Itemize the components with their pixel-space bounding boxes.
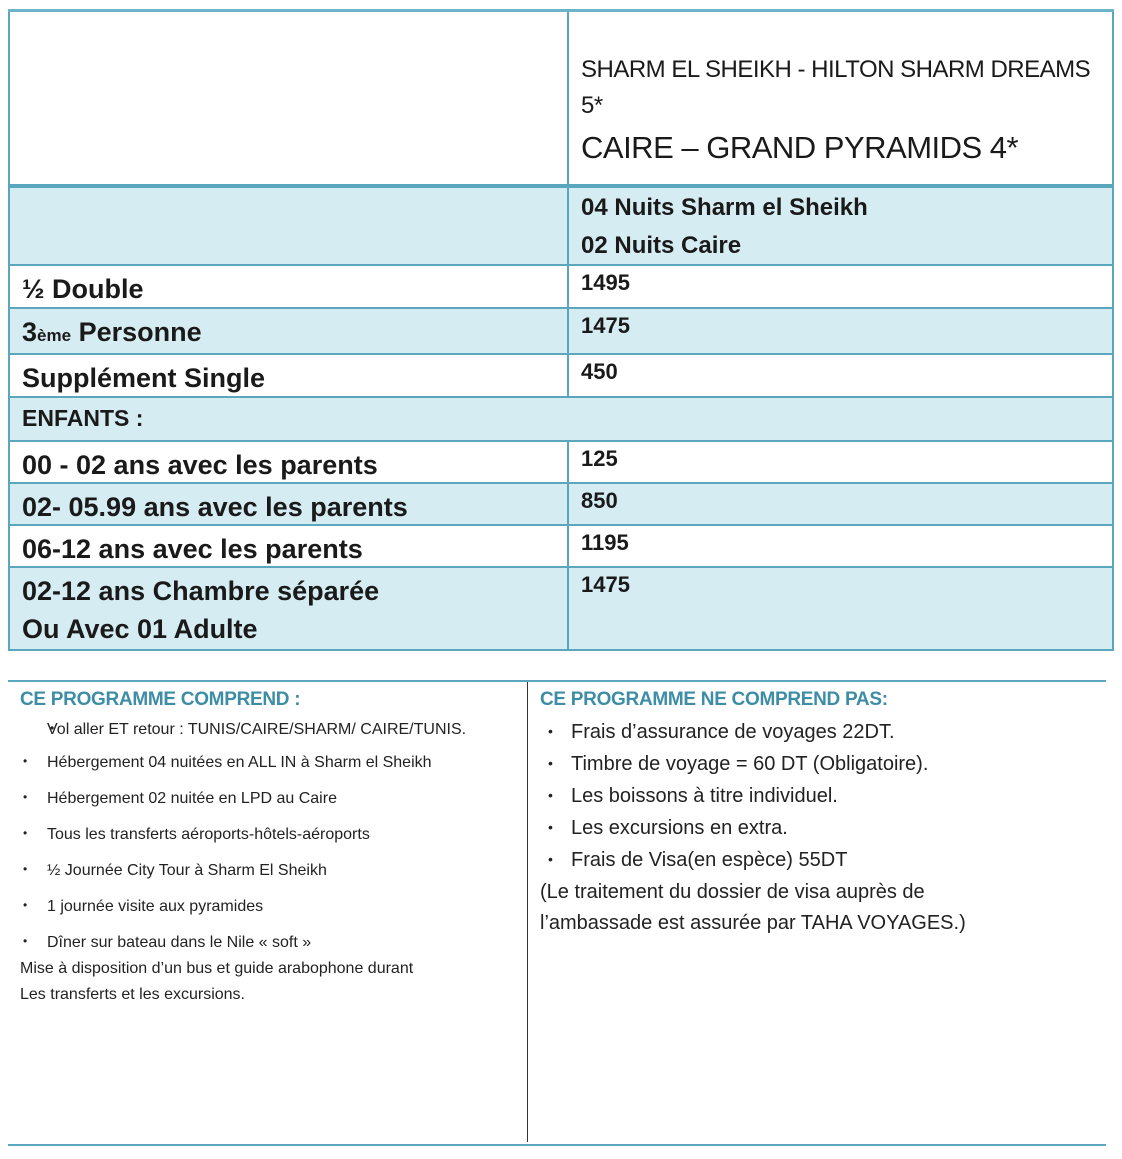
label-child-separate-room: 02-12 ans Chambre séparée bbox=[22, 576, 380, 606]
includes-column bbox=[20, 688, 515, 1008]
row-label-cell bbox=[9, 308, 568, 354]
list-item: • ½ Journée City Tour à Sharm El Sheikh bbox=[20, 858, 515, 884]
excludes-title: CE PROGRAMME NE COMPREND PAS: bbox=[540, 689, 888, 710]
list-item: • Hébergement 04 nuitées en ALL IN à Sharm el Sheikh bbox=[20, 750, 515, 776]
price-table bbox=[8, 9, 1114, 651]
row-value-cell bbox=[568, 265, 1113, 308]
nights-empty-cell bbox=[9, 186, 568, 265]
list-item: • Tous les transferts aéroports-hôtels-aéroports bbox=[20, 822, 515, 848]
header-hotels-cell bbox=[568, 11, 1113, 187]
includes-footer bbox=[20, 956, 515, 1008]
includes-footer-line: Les transferts et les excursions. bbox=[20, 986, 245, 1003]
row-value-cell bbox=[568, 483, 1113, 525]
label-demi-double: ½ Double bbox=[22, 274, 144, 304]
table-row bbox=[9, 441, 1113, 483]
row-value-cell bbox=[568, 308, 1113, 354]
excludes-footer-line: l’ambassade est assurée par TAHA VOYAGES.) bbox=[540, 912, 966, 934]
table-row bbox=[9, 525, 1113, 567]
enfants-header-row bbox=[9, 397, 1113, 441]
nights-cell bbox=[568, 186, 1113, 265]
list-item: • Vol aller ET retour : TUNIS/CAIRE/SHARM/ CAIRE/TUNIS. bbox=[20, 716, 515, 744]
list-item: • 1 journée visite aux pyramides bbox=[20, 894, 515, 920]
list-item: • Hébergement 02 nuitée en LPD au Caire bbox=[20, 786, 515, 812]
table-header-row bbox=[9, 11, 1113, 187]
price-troisieme-personne: 1475 bbox=[581, 313, 630, 338]
row-label-cell bbox=[9, 525, 568, 567]
row-label-cell bbox=[9, 265, 568, 308]
list-item: • Timbre de voyage = 60 DT (Obligatoire). bbox=[540, 748, 1100, 780]
row-label-cell bbox=[9, 567, 568, 650]
column-divider bbox=[527, 682, 528, 1142]
label-troisieme-personne: 3ème Personne bbox=[22, 317, 202, 347]
table-row bbox=[9, 265, 1113, 308]
hotel-cairo-title: CAIRE – GRAND PYRAMIDS 4* bbox=[581, 130, 1019, 165]
row-label-cell bbox=[9, 483, 568, 525]
label-child-2-6: 02- 05.99 ans avec les parents bbox=[22, 492, 408, 522]
row-value-cell bbox=[568, 354, 1113, 397]
table-row bbox=[9, 567, 1113, 650]
price-child-2-6: 850 bbox=[581, 488, 618, 513]
program-info-section bbox=[8, 680, 1106, 1146]
enfants-title: ENFANTS : bbox=[22, 405, 144, 431]
includes-list bbox=[20, 716, 515, 956]
header-empty-cell bbox=[9, 11, 568, 187]
excludes-column bbox=[540, 688, 1100, 939]
list-item: • Les excursions en extra. bbox=[540, 812, 1100, 844]
includes-title: CE PROGRAMME COMPREND : bbox=[20, 689, 301, 710]
price-child-separate-room: 1475 bbox=[581, 572, 630, 597]
label-supplement-single: Supplément Single bbox=[22, 363, 266, 393]
excludes-footer bbox=[540, 877, 1100, 939]
list-item: • Dîner sur bateau dans le Nile « soft » bbox=[20, 930, 515, 956]
includes-footer-line: Mise à disposition d’un bus et guide arabophone durant bbox=[20, 960, 414, 977]
price-demi-double: 1495 bbox=[581, 270, 630, 295]
label-child-0-2: 00 - 02 ans avec les parents bbox=[22, 450, 378, 480]
table-row bbox=[9, 483, 1113, 525]
price-child-0-2: 125 bbox=[581, 446, 618, 471]
row-value-cell bbox=[568, 441, 1113, 483]
list-item: • Frais d’assurance de voyages 22DT. bbox=[540, 716, 1100, 748]
table-row bbox=[9, 308, 1113, 354]
list-item: • Les boissons à titre individuel. bbox=[540, 780, 1100, 812]
price-child-6-12: 1195 bbox=[581, 530, 629, 555]
row-value-cell bbox=[568, 525, 1113, 567]
row-value-cell bbox=[568, 567, 1113, 650]
label-child-with-adult: Ou Avec 01 Adulte bbox=[22, 614, 258, 644]
table-row bbox=[9, 354, 1113, 397]
price-supplement-single: 450 bbox=[581, 359, 618, 384]
excludes-list bbox=[540, 716, 1100, 876]
row-label-cell bbox=[9, 441, 568, 483]
excludes-footer-line: (Le traitement du dossier de visa auprès de bbox=[540, 881, 925, 903]
nights-sharm: 04 Nuits Sharm el Sheikh bbox=[581, 194, 868, 221]
list-item: • Frais de Visa(en espèce) 55DT bbox=[540, 844, 1100, 876]
row-label-cell bbox=[9, 354, 568, 397]
label-child-6-12: 06-12 ans avec les parents bbox=[22, 534, 363, 564]
nights-caire: 02 Nuits Caire bbox=[581, 232, 742, 259]
enfants-cell bbox=[9, 397, 1113, 441]
hotel-sharm-title: SHARM EL SHEIKH - HILTON SHARM DREAMS 5* bbox=[581, 56, 1091, 119]
nights-row bbox=[9, 186, 1113, 265]
